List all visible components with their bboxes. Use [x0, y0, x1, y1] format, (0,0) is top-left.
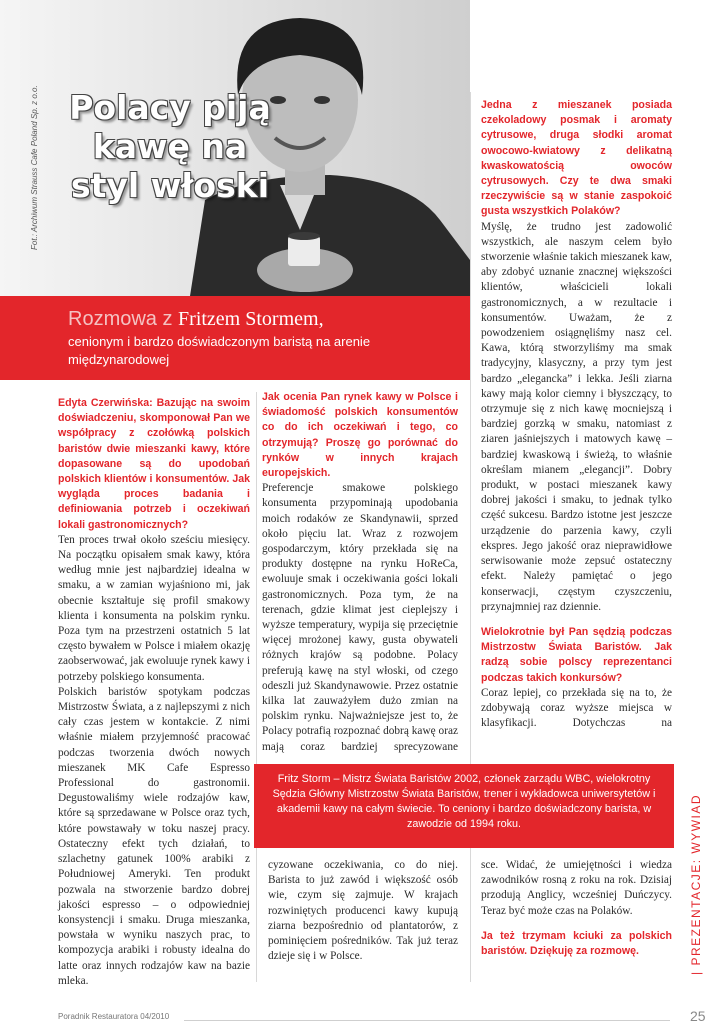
interview-answer: Polskich baristów spotykam podczas Mistrzostw Świata, a z najlepszymi z nich cały czas jestem w kontakcie. Z nimi właśnie miałem przyjemność pracować podczas tworzenia dwóch nowych mieszanek MK Cafe Espresso Professional do gastronomii. Degustowaliśmy wiele rodzajów kaw, które są sprzedawane w Polsce oraz tych, które powstawały w toku naszej pracy. Ostateczny efekt tych działań, to szlachetny gatunek 100% arabiki z Południowej Ameryki. Ten produkt pozwala na stworzenie bardzo dobrej jakości espresso – o odpowiedniej konsystencji i smaku. Druga mieszanka, powstała w wyniku naszych prac, to kompozycja arabiki i robusty idealna do latte oraz innych rodzajów kaw na bazie mleka.: [58, 685, 250, 987]
continued-text: Barista to już zawód i większość osób wie, czym się zajmuje. W krajach rozwiniętych producenci kawy kupują ziarna bezpośrednio od plantatorów, z pominięciem pośredników. Tak już teraz dzieje się i w Polsce.: [268, 874, 458, 963]
article-column-1: [58, 396, 250, 989]
interview-answer: Myślę, że trudno jest zadowolić wszystkich, ale naszym celem było stworzenie właśnie takich mieszanek kaw, aby zdobyć uznanie znacznej większości klientów, właścicieli lokali gastronomicznych, a w rezultacie i konsumentów. Uważam, że z powodzeniem osiągnęliśmy nasz cel. Kawa, którą stworzyliśmy ma smak tradycyjny, klasyczny, a przy tym jest bardzo „elegancka” i lekka. Jeśli ziarna kawy mają kolor ciemny i błyszczący, to otrzymuje się z nich kawę mocniejszą i bardziej gorzką w smaku, natomiast z ziaren jaśniejszych i matowych kawę – bardziej kwaskową i świeżą, to właśnie określam mianem „elegancji”. Dobry produkt, w postaci mieszanek kawy dobrej jakości i smaku, to jednak tylko część sukcesu. Bardzo istotne jest jeszcze urządzenie do parzenia kawy, czyli ekspres. Jego jakość oraz nieprawidłowe serwisowanie może zepsuć ostateczny efekt. Należy pamiętać o jego konserwacji, częstym czyszczeniu, przynajmniej raz dziennie.: [481, 220, 672, 613]
column-divider: [256, 392, 257, 982]
banner-heading: [68, 308, 324, 331]
section-label: | PREZENTACJE: WYWIAD: [689, 793, 703, 975]
title-line: styl włoski: [70, 166, 270, 205]
bio-text: Fritz Storm – Mistrz Świata Baristów 2002, członek zarządu WBC, wielokrotny Sędzia Główny Mistrzostw Świata Baristów, trener i wykładowca uniwersytetów i akademii kawy na całym świecie. To ceniony i bardzo doświadczony barista, w zawodzie od 1994 roku.: [272, 773, 656, 830]
interview-answer: Coraz lepiej, co przekłada się na to, że zdobywają coraz wyższe miejsca w klasyfikacji. Dotychczas na: [481, 686, 672, 730]
banner-name: Fritzem Stormem,: [178, 308, 324, 330]
photo-credit: Fot.: Archiwum Strauss Cafe Poland Sp. z o.o.: [30, 85, 39, 250]
column-divider: [470, 92, 471, 982]
article-column-2: [262, 390, 458, 753]
title-line: kawę na: [92, 127, 248, 166]
banner-subtitle: cenionym i bardzo doświadczonym baristą na arenie międzynarodowej: [68, 334, 371, 367]
interview-question: Jedna z mieszanek posiada czekoladowy posmak i aromaty cytrusowe, druga słodki aromat owocowo-kwiatowy z delikatną kwaskowatością owoców cytrusowych. Czy te dwa smaki rzeczywiście są w stanie zaspokoić gusta wszystkich Polaków?: [481, 99, 672, 218]
interview-answer-continued: sce. Widać, że umiejętności i wiedza zawodników rosną z roku na rok. Dzisiaj przodują Anglicy, wcześniej Duńczycy. Teraz być może czas na Polaków.: [481, 859, 672, 917]
interview-answer-continued: [268, 858, 458, 964]
banner-prefix: Rozmowa z: [68, 308, 179, 330]
interview-question: Wielokrotnie był Pan sędzią podczas Mistrzostw Świata Baristów. Jak radzą sobie polscy reprezentanci podczas takich konkursów?: [481, 625, 672, 684]
interview-question: Edyta Czerwińska: Bazując na swoim doświadczeniu, skomponował Pan we współpracy z czołówką polskich baristów dwie mieszanki kawy, które dopasowane są do upodobań polskich klientów i konsumentów. Jak wygląda proces badania i definiowania potrzeb i oczekiwań lokali gastronomicznych?: [58, 397, 250, 531]
title-line: Polacy piją: [69, 88, 271, 127]
article-title: [60, 88, 280, 205]
page-number: 25: [690, 1008, 706, 1024]
article-column-4: [268, 858, 458, 964]
article-column-3: [481, 98, 672, 732]
footer-publication: Poradnik Restauratora 04/2010: [58, 1012, 170, 1021]
interview-answer: Preferencje smakowe polskiego konsumenta przypominają upodobania moich rodaków ze Skandynawii, sprzed około pięciu lat. Wraz z rozwojem gospodarczym, który przekłada się na produkty dostępne na rynku HoReCa, ewoluuje smak i oczekiwania gości lokali gastronomicznych. Poza tym, że na terenach, gdzie klimat jest cieplejszy i wyższe temperatury, wypija się przeciętnie więcej mrożonej kawy, gusta obywateli różnych krajów są podobne. Polacy preferują kawę na styl włoski, od czego odeszli już Skandynawowie. Przez ostatnie kilka lat zauważyłem dużo zmian na polskim rynku. Najważniejsze jest to, że Polacy potrafią rozpoznać dobrą kawę oraz mają coraz bardziej sprecyzowane: [262, 482, 458, 753]
interview-question: Jak ocenia Pan rynek kawy w Polsce i świadomość polskich konsumentów co do ich oczekiwań i tego, co otrzymują? Proszę go porównać do rynków w innych krajach europejskich.: [262, 391, 458, 480]
article-column-5: [481, 858, 672, 959]
closing-remark: Ja też trzymam kciuki za polskich baristów. Dziękuję za rozmowę.: [481, 929, 672, 958]
continued-lead: cyzowane oczekiwania, co do niej.: [268, 859, 458, 871]
footer-rule: [184, 1020, 670, 1021]
interview-answer: Ten proces trwał około sześciu miesięcy. Na początku opisałem smak kawy, która według mnie jest najbardziej idealna w smaku, a w zamian wyjaśniono mi, jak obecnie kształtuje się profil smakowy klienta i konsumenta na polskim rynku. Poza tym na przestrzeni ostatnich 5 lat często bywałem w Polsce i miałem okazję zaobserwować, jak ewoluuje rynek kawy i potrzeby polskiego konsumenta.: [58, 533, 250, 683]
